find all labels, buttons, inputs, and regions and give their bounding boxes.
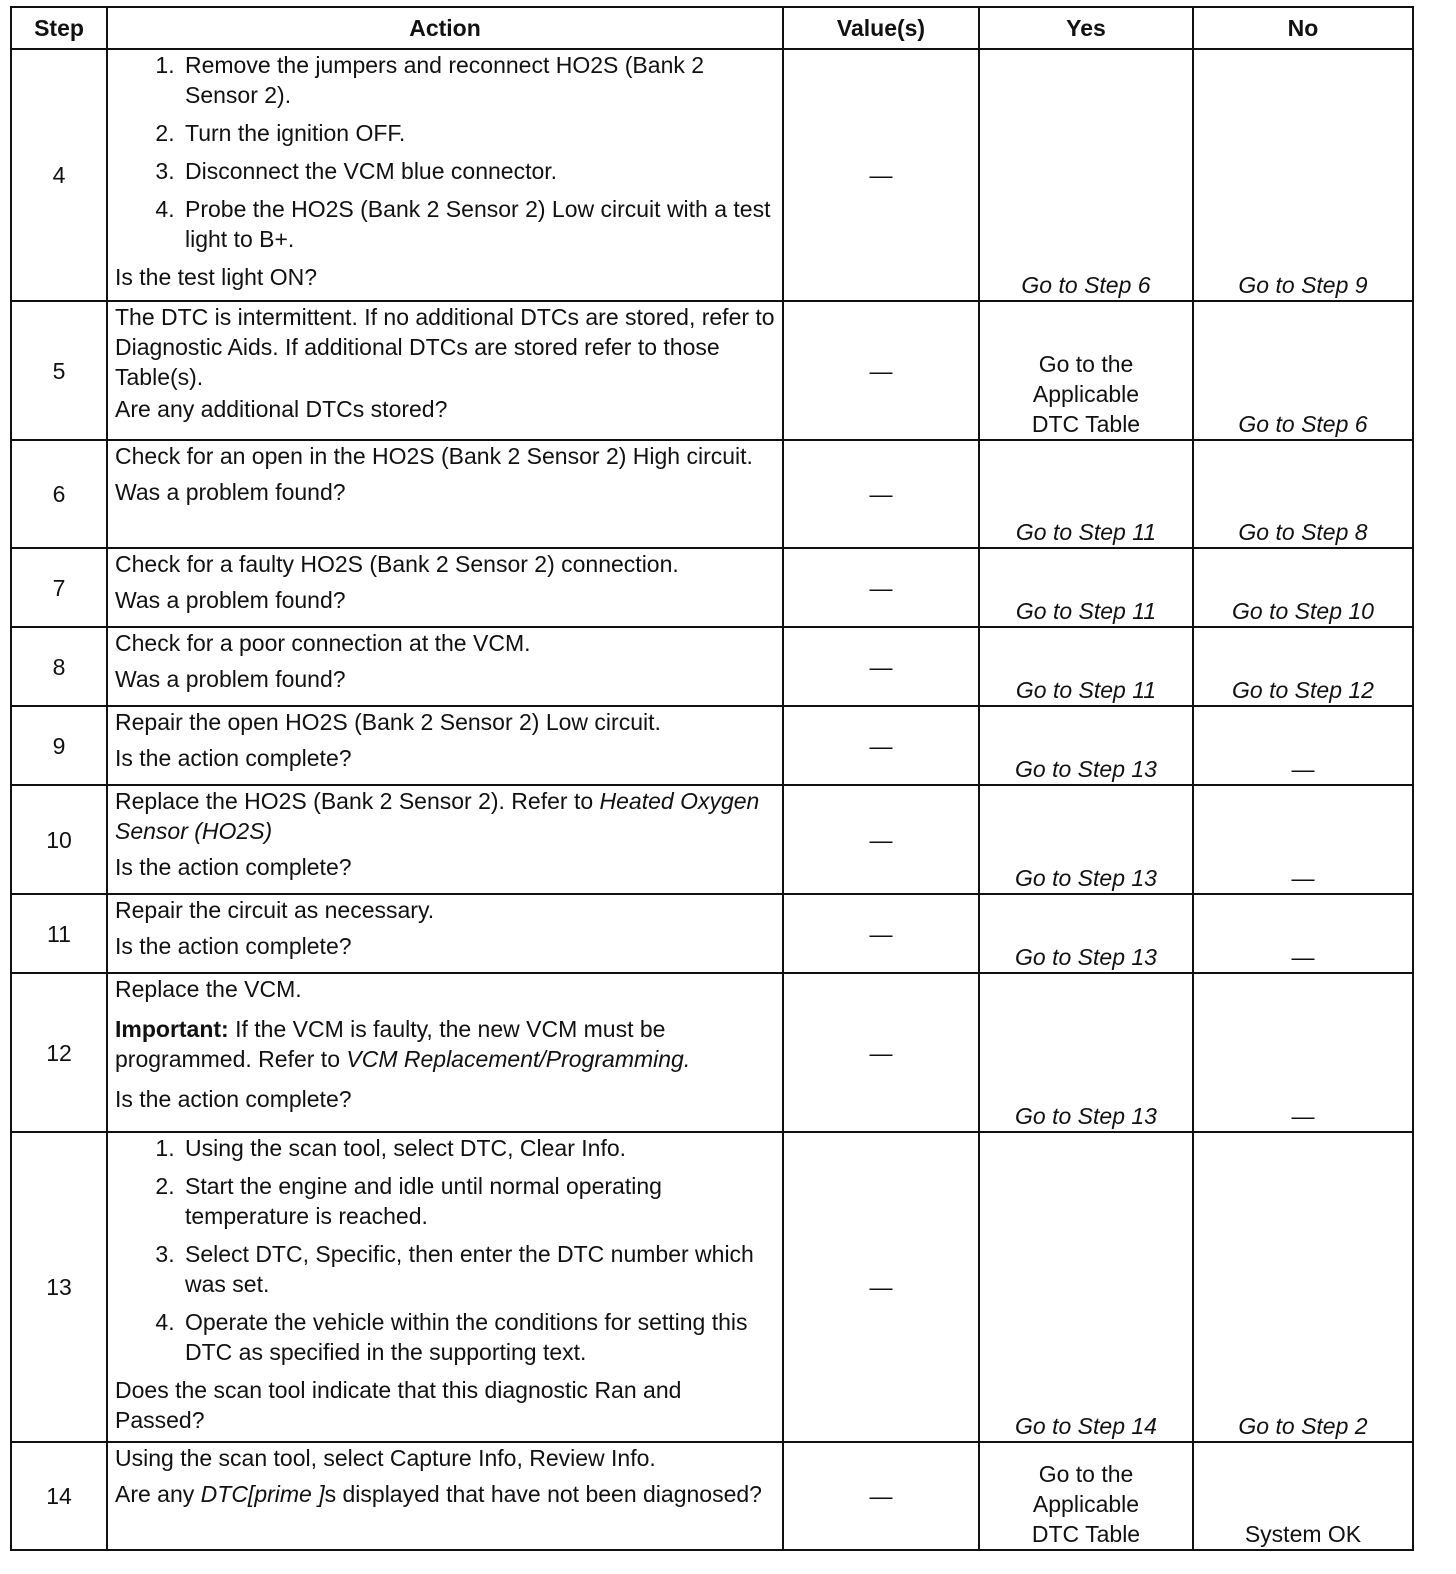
step-number: 9: [11, 706, 107, 785]
step-number: 14: [11, 1442, 107, 1550]
yes-cell: Go to Step 13: [979, 706, 1193, 785]
value-cell: —: [783, 627, 979, 706]
action-text: Check for a faulty HO2S (Bank 2 Sensor 2) connection.: [115, 551, 679, 577]
reference-link-text: VCM Replacement/Programming.: [346, 1046, 691, 1072]
action-text-plain: Replace the HO2S (Bank 2 Sensor 2). Refer to: [115, 788, 600, 814]
question-text: Is the action complete?: [115, 933, 352, 959]
action-text: [115, 786, 775, 846]
yes-cell: Go to Step 14: [979, 1132, 1193, 1442]
yes-cell: Go to Step 13: [979, 785, 1193, 894]
value-cell: —: [783, 301, 979, 440]
no-cell: —: [1193, 973, 1413, 1132]
action-cell: [107, 1442, 783, 1550]
list-item: 1. Remove the jumpers and reconnect HO2S (Bank 2 Sensor 2).: [181, 50, 775, 110]
table-row: [11, 785, 1413, 894]
table-row: [11, 627, 1413, 706]
table-row: [11, 894, 1413, 973]
value-cell: —: [783, 785, 979, 894]
step-number: 8: [11, 627, 107, 706]
table-row: [11, 1442, 1413, 1550]
step-number: 11: [11, 894, 107, 973]
step-number: 5: [11, 301, 107, 440]
header-yes: Yes: [979, 7, 1193, 49]
no-cell: —: [1193, 706, 1413, 785]
list-item: 4. Operate the vehicle within the conditions for setting this DTC as specified in the supporting text.: [181, 1307, 775, 1367]
no-cell: System OK: [1193, 1442, 1413, 1550]
action-text: Check for an open in the HO2S (Bank 2 Sensor 2) High circuit.: [115, 443, 753, 469]
action-list: [115, 1133, 775, 1367]
header-no: No: [1193, 7, 1413, 49]
step-number: 7: [11, 548, 107, 627]
action-cell: [107, 706, 783, 785]
value-cell: —: [783, 49, 979, 301]
question-text: Does the scan tool indicate that this diagnostic Ran and Passed?: [115, 1377, 682, 1433]
value-cell: —: [783, 440, 979, 548]
value-cell: —: [783, 894, 979, 973]
table-row: [11, 440, 1413, 548]
header-action: Action: [107, 7, 783, 49]
action-cell: [107, 301, 783, 440]
value-cell: —: [783, 706, 979, 785]
important-note: [115, 1014, 775, 1074]
no-cell: Go to Step 12: [1193, 627, 1413, 706]
step-number: 13: [11, 1132, 107, 1442]
table-row: [11, 1132, 1413, 1442]
question-text: Is the test light ON?: [115, 264, 317, 290]
list-item: 3. Disconnect the VCM blue connector.: [181, 156, 775, 186]
value-cell: —: [783, 973, 979, 1132]
action-text: Replace the VCM.: [115, 976, 302, 1002]
yes-cell: Go to the Applicable DTC Table: [979, 301, 1193, 440]
question-text: Are any additional DTCs stored?: [115, 396, 448, 422]
step-number: 4: [11, 49, 107, 301]
yes-cell: Go to Step 13: [979, 894, 1193, 973]
list-item: 2. Start the engine and idle until normal operating temperature is reached.: [181, 1171, 775, 1231]
list-item: 1. Using the scan tool, select DTC, Clear Info.: [181, 1133, 775, 1163]
value-cell: —: [783, 1442, 979, 1550]
action-list: [115, 50, 775, 254]
no-cell: Go to Step 8: [1193, 440, 1413, 548]
question-text: Was a problem found?: [115, 587, 346, 613]
no-cell: Go to Step 6: [1193, 301, 1413, 440]
question-text: Was a problem found?: [115, 666, 346, 692]
table-row: [11, 706, 1413, 785]
no-cell: Go to Step 9: [1193, 49, 1413, 301]
question-text: Was a problem found?: [115, 479, 346, 505]
no-cell: —: [1193, 894, 1413, 973]
action-text: Using the scan tool, select Capture Info, Review Info.: [115, 1445, 656, 1471]
value-cell: —: [783, 1132, 979, 1442]
question-text: Is the action complete?: [115, 745, 352, 771]
yes-cell: Go to Step 6: [979, 49, 1193, 301]
table-row: [11, 548, 1413, 627]
question-text: Is the action complete?: [115, 1086, 352, 1112]
step-number: 10: [11, 785, 107, 894]
no-cell: —: [1193, 785, 1413, 894]
question-text: Is the action complete?: [115, 854, 352, 880]
action-cell: [107, 973, 783, 1132]
important-label: Important:: [115, 1016, 229, 1042]
action-cell: [107, 49, 783, 301]
question-ref: DTC[prime ]: [200, 1481, 325, 1507]
yes-cell: Go to Step 11: [979, 548, 1193, 627]
table-row: [11, 301, 1413, 440]
yes-cell: Go to the Applicable DTC Table: [979, 1442, 1193, 1550]
list-item: 3. Select DTC, Specific, then enter the DTC number which was set.: [181, 1239, 775, 1299]
yes-cell: Go to Step 13: [979, 973, 1193, 1132]
important-text: If the VCM is faulty, the new VCM must be programmed. Refer to: [115, 1016, 666, 1072]
step-number: 12: [11, 973, 107, 1132]
list-item: 2. Turn the ignition OFF.: [181, 118, 775, 148]
action-text: The DTC is intermittent. If no additional DTCs are stored, refer to Diagnostic Aids. If additional DTCs are stored refer to those Table(s).: [115, 304, 775, 390]
no-cell: Go to Step 10: [1193, 548, 1413, 627]
value-cell: —: [783, 548, 979, 627]
action-cell: [107, 627, 783, 706]
no-cell: Go to Step 2: [1193, 1132, 1413, 1442]
header-values: Value(s): [783, 7, 979, 49]
question-pre: Are any: [115, 1481, 201, 1507]
yes-cell: Go to Step 11: [979, 440, 1193, 548]
step-number: 6: [11, 440, 107, 548]
action-text: Repair the circuit as necessary.: [115, 897, 435, 923]
question-post: s displayed that have not been diagnosed?: [324, 1481, 762, 1507]
action-cell: [107, 894, 783, 973]
reference-link-text: Heated Oxygen Sensor (HO2S): [115, 788, 760, 844]
question-text: [115, 1479, 775, 1509]
table-row: [11, 49, 1413, 301]
action-cell: [107, 1132, 783, 1442]
list-item: 4. Probe the HO2S (Bank 2 Sensor 2) Low circuit with a test light to B+.: [181, 194, 775, 254]
action-cell: [107, 548, 783, 627]
header-row: [11, 7, 1413, 49]
table-row: [11, 973, 1413, 1132]
action-cell: [107, 785, 783, 894]
action-text: Check for a poor connection at the VCM.: [115, 630, 531, 656]
diagnostic-table: [10, 6, 1414, 1551]
yes-cell: Go to Step 11: [979, 627, 1193, 706]
action-cell: [107, 440, 783, 548]
action-text: Repair the open HO2S (Bank 2 Sensor 2) Low circuit.: [115, 709, 661, 735]
header-step: Step: [11, 7, 107, 49]
